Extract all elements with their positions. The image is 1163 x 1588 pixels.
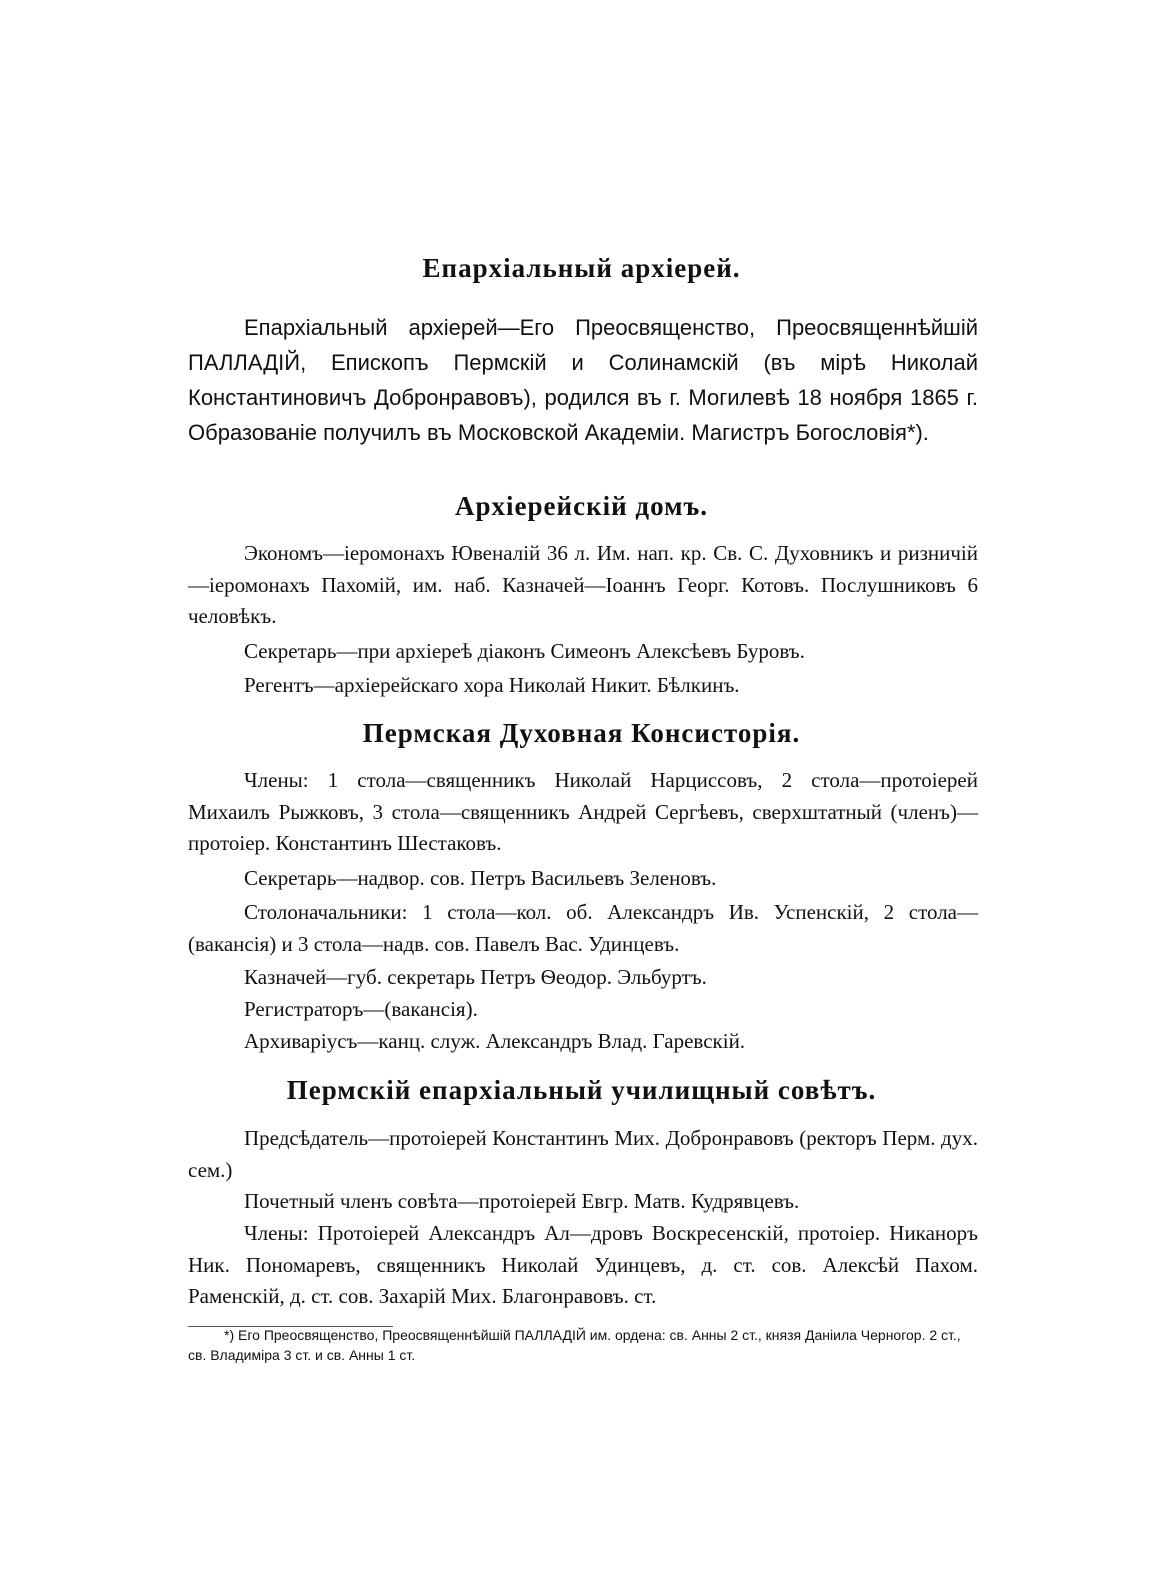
school-council-honorary-member-paragraph: Почетный членъ совѣта—протоіерей Евгр. Матв. Кудрявцевъ.	[244, 1189, 800, 1213]
heading-consistory: Пермская Духовная Консисторія.	[362, 718, 801, 748]
consistory-archivist-paragraph: Архиваріусъ—канц. служ. Александръ Влад. Гаревскій.	[244, 1029, 746, 1053]
bishop-paragraph: Епархіальный архіерей—Его Преосвященство, Преосвященнѣйшій ПАЛЛАДІЙ, Епископъ Пермскій и Солинамскій (въ мірѣ Николай Константиновичъ Добронравовъ), родился въ г. Могилевѣ 18 ноября 1865 г. Образованіе получилъ въ Московской Академіи. Магистръ Богословія*).	[188, 315, 978, 445]
consistory-registrar-paragraph: Регистраторъ—(вакансія).	[244, 997, 478, 1021]
heading-school-council: Пермскій епархіальный училищный совѣтъ.	[286, 1075, 877, 1105]
consistory-secretary-paragraph: Секретарь—надвор. сов. Петръ Васильевъ Зеленовъ.	[244, 866, 717, 890]
school-council-chairman-paragraph: Предсѣдатель—протоіерей Константинъ Мих. Добронравовъ (ректоръ Перм. дух. сем.)	[188, 1126, 978, 1182]
bishops-house-regent-paragraph: Регентъ—архіерейскаго хора Николай Никит. Бѣлкинъ.	[244, 673, 740, 697]
heading-bishops-house: Архіерейскій домъ.	[455, 491, 708, 521]
bishops-house-staff-paragraph: Экономъ—іеромонахъ Ювеналій 36 л. Им. нап. кр. Св. С. Духовникъ и ризничій—іеромонахъ Пахомій, им. наб. Казначей—Іоаннъ Георг. Котовъ. Послушниковъ 6 человѣкъ.	[188, 541, 978, 628]
consistory-treasurer-paragraph: Казначей—губ. секретарь Петръ Ѳеодор. Эльбуртъ.	[244, 965, 707, 989]
school-council-members-paragraph: Члены: Протоіерей Александръ Ал—дровъ Воскресенскій, протоіер. Никаноръ Ник. Пономаревъ, священникъ Николай Удинцевъ, д. ст. сов. Алексѣй Пахом. Раменскій, д. ст. сов. Захарій Мих. Благонравовъ. ст.	[188, 1221, 978, 1308]
consistory-members-paragraph: Члены: 1 стола—священникъ Николай Нарциссовъ, 2 стола—протоіерей Михаилъ Рыжковъ, 3 стола—священникъ Андрей Сергѣевъ, сверхштатный (членъ)—протоіер. Константинъ Шестаковъ.	[188, 768, 978, 855]
consistory-section-heads-paragraph: Столоначальники: 1 стола—кол. об. Александръ Ив. Успенскій, 2 стола—(вакансія) и 3 стола—надв. сов. Павелъ Вас. Удинцевъ.	[188, 900, 978, 956]
heading-eparchial-bishop: Епархіальный архіерей.	[422, 253, 741, 283]
footnote: *) Его Преосвященство, Преосвященнѣйшій ПАЛЛАДІЙ им. ордена: св. Анны 2 ст., князя Даніила Черногор. 2 ст., св. Владиміра 3 ст. и св. Анны 1 ст.	[188, 1327, 961, 1363]
bishops-house-secretary-paragraph: Секретарь—при архіереѣ діаконъ Симеонъ Алексѣевъ Буровъ.	[244, 639, 805, 663]
